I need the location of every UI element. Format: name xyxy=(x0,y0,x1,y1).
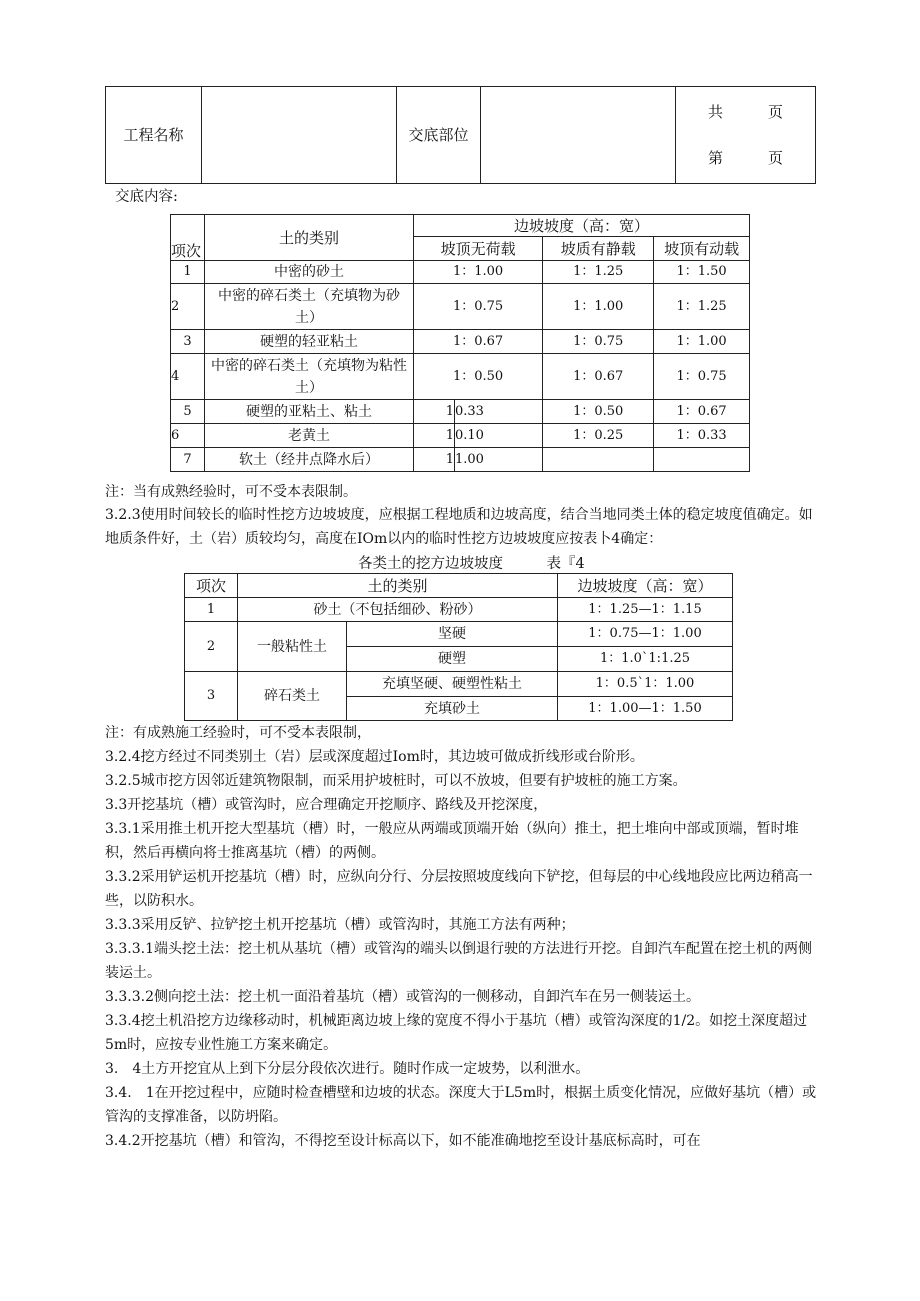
slope-table-2 xyxy=(184,573,733,721)
t1-soil: 硬塑的亚粘土、粘土 xyxy=(205,400,414,424)
t2-soil: 砂土（不包括细砂、粉砂） xyxy=(238,598,558,622)
note-2: 注：有成熟施工经验时，可不受本表限制， xyxy=(105,725,371,741)
t2-col-index: 项次 xyxy=(185,574,238,598)
t1-b: 1：0.75 xyxy=(543,330,654,354)
para-3-4: 3. 4土方开挖宜从上到下分层分段依次进行。随时作成一定坡势，以利泄水。 xyxy=(105,1061,590,1077)
t2-col-soil: 土的类别 xyxy=(238,574,558,598)
para-3-3-1: 3.3.1采用推土机开挖大型基坑（槽）时，一般应从两端或顶端开始（纵向）推土，把土堆向中部或顶端，暂时堆积，然后再横向将士推离基坑（槽）的两侧。 xyxy=(105,821,799,861)
t2-soil: 一般粘性土 xyxy=(238,622,347,672)
t1-a: 1：0.67 xyxy=(414,330,543,354)
content-label: 交底内容: xyxy=(115,189,178,205)
para-3-3-4: 3.3.4挖土机沿挖方边缘移动时，机械距离边坡上缘的宽度不得小于基坑（槽）或管沟深度的1/2。如挖土深度超过5m时，应按专业性施工方案来确定。 xyxy=(105,1013,808,1053)
t2-sub: 坚硬 xyxy=(347,622,558,647)
page-number: 第 页 xyxy=(707,149,783,167)
t1-c: 1：0.67 xyxy=(654,400,750,424)
location-value xyxy=(481,87,676,184)
t2-slope: 1：1.00—1：1.50 xyxy=(558,697,733,721)
t1-soil: 软土（经井点降水后） xyxy=(205,448,414,472)
t1-b: 1：0.25 xyxy=(543,424,654,448)
t1-idx: 1 xyxy=(171,261,205,284)
t1-col-c: 坡顶有动载 xyxy=(654,237,750,261)
header-table xyxy=(105,86,816,184)
t1-col-soil: 土的类别 xyxy=(205,215,414,261)
project-value xyxy=(202,87,397,184)
t1-row xyxy=(171,261,750,284)
t1-idx: 4 xyxy=(171,354,205,400)
t1-soil: 中密的砂土 xyxy=(205,261,414,284)
para-3-3-3-2: 3.3.3.2侧向挖土法：挖土机一面沿着基坑（槽）或管沟的一侧移动，自卸汽车在另一侧装运土。 xyxy=(105,989,700,1005)
t1-a: 1：0.50 xyxy=(414,354,543,400)
t1-c: 1：1.00 xyxy=(654,330,750,354)
project-label: 工程名称 xyxy=(106,87,202,184)
para-3-2-5: 3.2.5城市挖方因邻近建筑物限制，而采用护坡桩时，可以不放坡，但要有护坡桩的施工方案。 xyxy=(105,773,687,789)
t2-soil: 碎石类土 xyxy=(238,672,347,721)
t1-a2: 1.00 xyxy=(455,448,543,472)
t1-soil: 硬塑的轻亚粘土 xyxy=(205,330,414,354)
t2-slope: 1：1.0`1:1.25 xyxy=(558,647,733,672)
table2-caption: 各类土的挖方边坡坡度 表『4 xyxy=(358,556,585,572)
t2-slope: 1：1.25—1：1.15 xyxy=(558,598,733,622)
para-3-3: 3.3开挖基坑（槽）或管沟时，应合理确定开挖顺序、路线及开挖深度， xyxy=(105,797,548,813)
t1-col-b: 坡质有静载 xyxy=(543,237,654,261)
t1-row xyxy=(171,424,750,448)
t1-c: 1：1.50 xyxy=(654,261,750,284)
t1-row xyxy=(171,448,750,472)
t1-c: 1：0.33 xyxy=(654,424,750,448)
t1-a1: 1 xyxy=(414,448,455,472)
t1-row xyxy=(171,400,750,424)
t1-soil: 中密的碎石类土（充填物为粘性土） xyxy=(205,354,414,400)
t2-row xyxy=(185,598,733,622)
t1-b: 1：1.25 xyxy=(543,261,654,284)
t1-a2: 0.10 xyxy=(455,424,543,448)
t1-a1: 1 xyxy=(414,424,455,448)
t1-b: 1：1.00 xyxy=(543,284,654,330)
para-3-2-4: 3.2.4挖方经过不同类别土（岩）层或深度超过Iom时，其边坡可做成折线形或台阶形。 xyxy=(105,749,644,765)
t2-col-slope: 边坡坡度（高：宽） xyxy=(558,574,733,598)
t2-sub: 硬塑 xyxy=(347,647,558,672)
location-label: 交底部位 xyxy=(397,87,481,184)
t2-slope: 1：0.75—1：1.00 xyxy=(558,622,733,647)
t1-idx: 7 xyxy=(171,448,205,472)
para-3-3-3: 3.3.3采用反铲、拉铲挖土机开挖基坑（槽）或管沟时，其施工方法有两种； xyxy=(105,917,575,933)
t1-idx: 6 xyxy=(171,424,205,448)
t1-row xyxy=(171,354,750,400)
t1-a1: 1 xyxy=(414,400,455,424)
t1-row xyxy=(171,330,750,354)
t2-idx: 1 xyxy=(185,598,238,622)
t1-soil: 老黄土 xyxy=(205,424,414,448)
t1-col-slope-group: 边坡坡度（高：宽） xyxy=(414,215,750,237)
t1-a: 1：0.75 xyxy=(414,284,543,330)
t1-b xyxy=(543,448,654,472)
t1-c: 1：1.25 xyxy=(654,284,750,330)
note-1: 注：当有成熟经验时，可不受本表限制。 xyxy=(105,484,357,500)
t1-b: 1：0.67 xyxy=(543,354,654,400)
t2-slope: 1：0.5`1：1.00 xyxy=(558,672,733,697)
para-3-3-3-1: 3.3.3.1端头挖土法：挖土机从基坑（槽）或管沟的端头以倒退行驶的方法进行开挖。自卸汽车配置在挖土机的两侧装运土。 xyxy=(105,941,812,981)
t1-idx: 2 xyxy=(171,284,205,330)
total-pages: 共 页 xyxy=(707,103,783,121)
t1-a: 1：1.00 xyxy=(414,261,543,284)
t1-row xyxy=(171,284,750,330)
t2-row xyxy=(185,622,733,647)
t1-c xyxy=(654,448,750,472)
slope-table-1 xyxy=(170,214,750,472)
t2-idx: 2 xyxy=(185,622,238,672)
para-3-3-2: 3.3.2采用铲运机开挖基坑（槽）时，应纵向分行、分层按照坡度线向下铲挖，但每层的中心线地段应比两边稍高一些，以防积水。 xyxy=(105,869,813,909)
page-count-cell xyxy=(676,87,816,184)
t1-a2: 0.33 xyxy=(455,400,543,424)
t2-sub: 充填坚硬、硬塑性粘土 xyxy=(347,672,558,697)
t2-idx: 3 xyxy=(185,672,238,721)
t1-soil: 中密的碎石类土（充填物为砂土） xyxy=(205,284,414,330)
para-3-4-2: 3.4.2开挖基坑（槽）和管沟，不得挖至设计标高以下，如不能准确地挖至设计基底标高时，可在 xyxy=(105,1133,701,1149)
t1-col-index: 项次 xyxy=(171,215,205,261)
t1-idx: 5 xyxy=(171,400,205,424)
t1-idx: 3 xyxy=(171,330,205,354)
para-3-2-3: 3.2.3使用时间较长的临时性挖方边坡坡度，应根据工程地质和边坡高度，结合当地同类土体的稳定坡度值确定。如地质条件好，土（岩）质较均匀，高度在IOm以内的临时性挖方边坡坡度应按表卜4确定： xyxy=(105,507,813,547)
t2-sub: 充填砂土 xyxy=(347,697,558,721)
t1-b: 1：0.50 xyxy=(543,400,654,424)
t1-col-a: 坡顶无荷载 xyxy=(414,237,543,261)
t1-c: 1：0.75 xyxy=(654,354,750,400)
para-3-4-1: 3.4. 1在开挖过程中，应随时检查槽壁和边坡的状态。深度大于L5m时，根据土质变化情况，应做好基坑（槽）或管沟的支撑准备，以防坍陷。 xyxy=(105,1085,817,1125)
t2-row xyxy=(185,672,733,697)
